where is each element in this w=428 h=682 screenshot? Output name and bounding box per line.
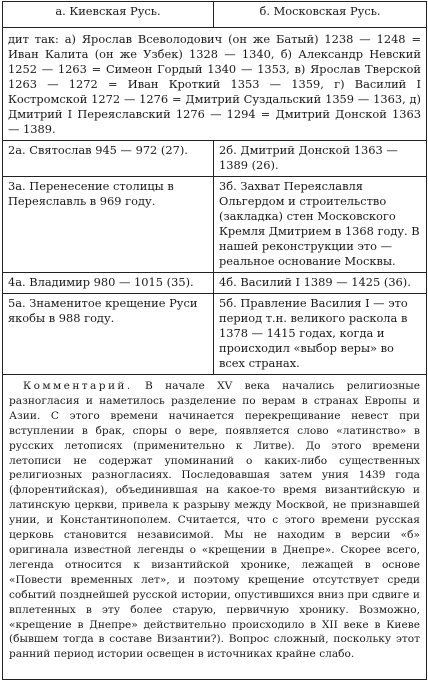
cell-2a: 2а. Святослав 945 — 972 (27). (3, 141, 214, 177)
column-header-muscovite-rus: б. Московская Русь. (214, 2, 427, 28)
commentary-text: В начале XV века начались религиозные разногласия и наметилось разделение по верам в странах Европы и Азии. С этого времени начинается перекрещивание невест при вступлении в брак, споры о вере, появляется слово «латинство» в русских летописях (применительно к Литве). До этого времени летописи не содержат упоминаний о каких-либо существенных религиозных разногласиях. Последовавшая затем уния 1439 года (флорентийская), объединившая на какое-то время византийскую и латинскую церкви, привела к разрыву между Москвой, не признавшей унии, и Константинополем. Считается, что с этого времени русская церковь становится независимой. Мы не находим в версии «б» оригинала известной легенды о «крещении в Днепре». Скорее всего, легенда относится к византийской хронике, лежащей в основе «Повести временных лет», и поэтому крещение отсутствует среди событий позднейшей русской истории, опустившихся вниз при сдвиге и вплетенных в эту более старую, первичную хронику. Возможно, «крещение в Днепре» действительно происходило в XII веке в Киеве (бывшем тогда в составе Византии?). Вопрос сложный, поскольку этот ранний период истории освещен в источниках крайне слабо. (9, 380, 420, 661)
cell-2b: 2б. Дмитрий Донской 1363 — 1389 (26). (214, 141, 427, 177)
comparison-table (2, 1, 427, 680)
table-row (3, 273, 427, 294)
cell-5a: 5а. Знаменитое крещение Руси якобы в 988 году. (3, 294, 214, 375)
cell-4a: 4а. Владимир 980 — 1015 (35). (3, 273, 214, 294)
table-row (3, 28, 427, 141)
cell-5b: 5б. Правление Василия I — это период т.н. великого раскола в 1378 — 1415 годах, когда и происходил «выбор веры» во всех странах. (214, 294, 427, 375)
table-row (3, 294, 427, 375)
cell-3b: 3б. Захват Переяславля Ольгердом и строительство (закладка) стен Московского Кремля Дмитрием в 1368 году. В нашей реконструкции это — реальное основание Москвы. (214, 177, 427, 273)
column-header-kievan-rus: а. Киевская Русь. (3, 2, 214, 28)
intro-paragraph: дит так: а) Ярослав Всеволодович (он же Батый) 1238 — 1248 = Иван Калита (он же Узбек) 1328 — 1340, б) Александр Невский 1252 — 1263 = Симеон Гордый 1340 — 1353, в) Ярослав Тверской 1263 — 1272 = Иван Кроткий 1353 — 1359, г) Василий I Костромской 1272 — 1276 = Дмитрий Суздальский 1359 — 1363, д) Дмитрий I Переяславский 1276 — 1294 = Дмитрий Донской 1363 — 1389. (3, 28, 427, 141)
cell-3a: 3а. Перенесение столицы в Переяславль в 969 году. (3, 177, 214, 273)
table-row (3, 141, 427, 177)
table-row (3, 375, 427, 680)
commentary-label: Комментарий. (23, 380, 133, 392)
table-header-row (3, 2, 427, 28)
commentary-paragraph (3, 375, 427, 680)
table-row (3, 177, 427, 273)
cell-4b: 4б. Василий I 1389 — 1425 (36). (214, 273, 427, 294)
